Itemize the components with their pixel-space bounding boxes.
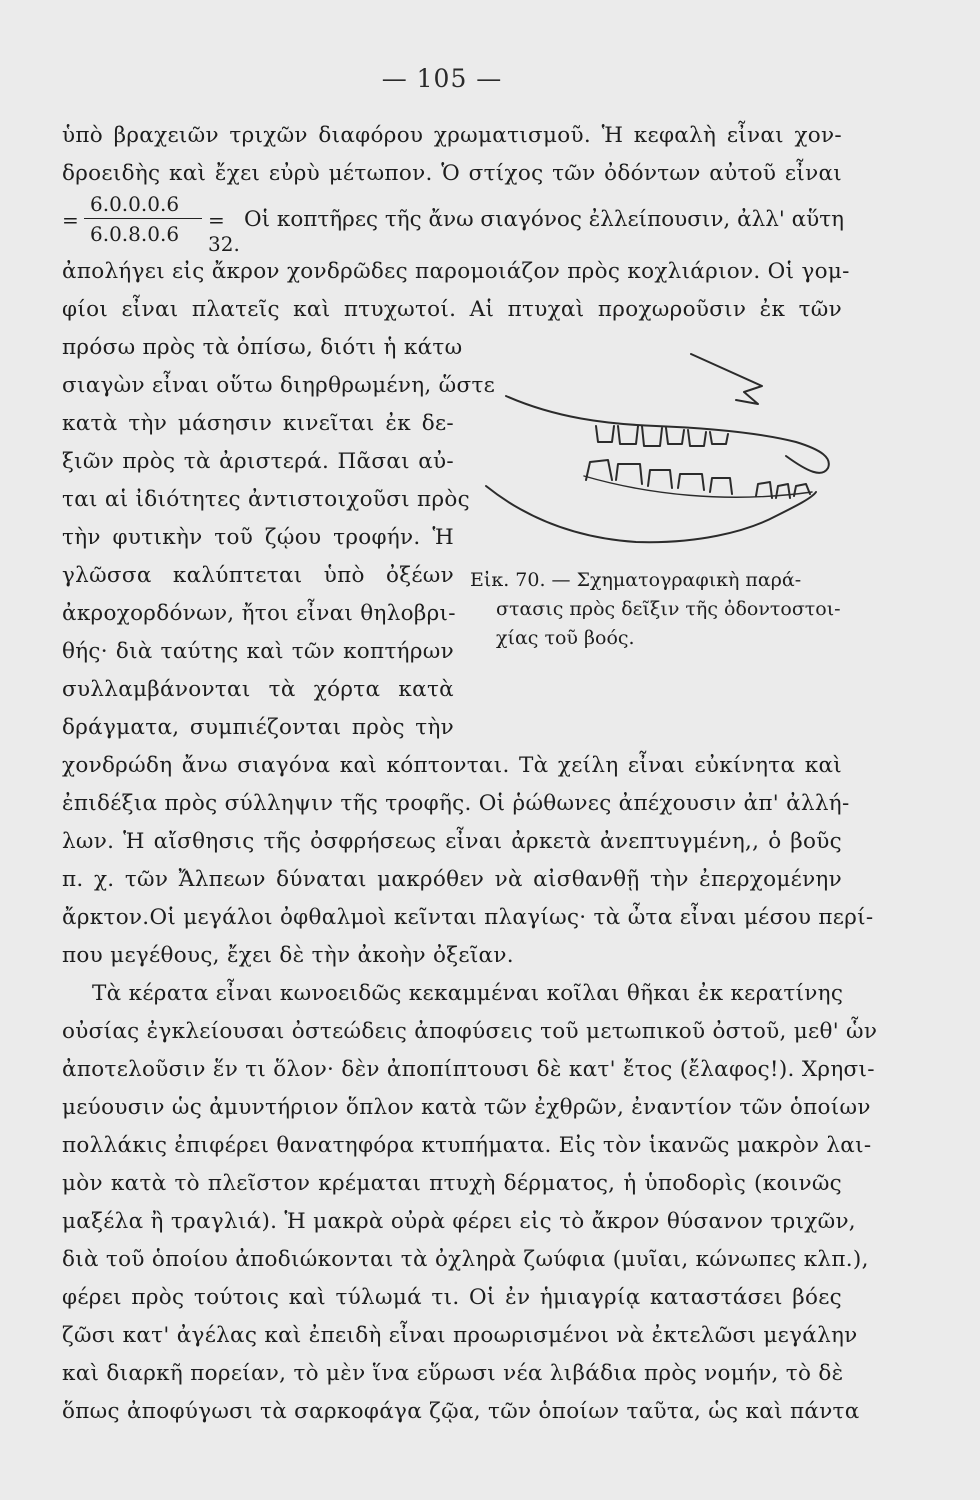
text-line: ται αἱ ἰδιότητες ἀντιστοιχοῦσι πρὸς (62, 487, 470, 512)
text-line: Οἱ κοπτῆρες τῆς ἄνω σιαγόνος ἐλλείπουσιν, ἀλλ' αὕτη (244, 207, 844, 232)
caption-line: χίας τοῦ βοός. (496, 627, 635, 649)
text-line: ὑπὸ βραχειῶν τριχῶν διαφόρου χρωματισμοῦ. Ἡ κεφαλὴ εἶναι χον- (62, 123, 842, 148)
caption-line: Εἰκ. 70. — Σχηματογραφικὴ παρά- (470, 569, 802, 591)
text-line: ἀποτελοῦσιν ἕν τι ὅλον· δὲν ἀποπίπτουσι δὲ κατ' ἔτος (ἔλαφος!). Χρησι- (62, 1057, 875, 1082)
text-line: ἀκροχορδόνων, ἤτοι εἶναι θηλοβρι- (62, 601, 456, 626)
text-line: οὐσίας ἐγκλείουσαι ὀστεώδεις ἀποφύσεις τοῦ μετωπικοῦ ὀστοῦ, μεθ' ὧν (62, 1019, 878, 1044)
text-line: μεύουσιν ὡς ἀμυντήριον ὅπλον κατὰ τῶν ἐχθρῶν, ἐναντίον τῶν ὁποίων (62, 1095, 871, 1120)
text-line: λων. Ἡ αἴσθησις τῆς ὀσφρήσεως εἶναι ἀρκετὰ ἀνεπτυγμένη,, ὁ βοῦς (62, 829, 842, 854)
text-line: ζῶσι κατ' ἀγέλας καὶ ἐπειδὴ εἶναι προωρισμένοι νὰ ἐκτελῶσι μεγάλην (62, 1323, 858, 1348)
text-line: σιαγὼν εἶναι οὕτω διηρθρωμένη, ὥστε (62, 373, 496, 398)
lower-teeth (586, 460, 810, 498)
text-line: που μεγέθους, ἔχει δὲ τὴν ἀκοὴν ὀξεῖαν. (62, 943, 514, 968)
formula-result: = 32. (208, 208, 240, 256)
text-line: φίοι εἶναι πλατεῖς καὶ πτυχωτοί. Αἱ πτυχαὶ προχωροῦσιν ἐκ τῶν (62, 297, 842, 322)
page-number: — 105 — (381, 64, 503, 93)
text-line: γλῶσσα καλύπτεται ὑπὸ ὀξέων (62, 563, 454, 588)
text-line: συλλαμβάνονται τὰ χόρτα κατὰ (62, 677, 454, 702)
text-line: δροειδὴς καὶ ἔχει εὐρὺ μέτωπον. Ὁ στίχος τῶν ὀδόντων αὐτοῦ εἶναι (62, 161, 842, 186)
text-line: ἀπολήγει εἰς ἄκρον χονδρῶδες παρομοιάζον πρὸς κοχλιάριον. Οἱ γομ- (62, 259, 850, 284)
formula-equals: = (62, 208, 79, 232)
text-line: κατὰ τὴν μάσησιν κινεῖται ἐκ δε- (62, 411, 454, 436)
text-line: πρόσω πρὸς τὰ ὀπίσω, διότι ἡ κάτω (62, 335, 463, 360)
lower-jaw-outline (486, 486, 816, 542)
formula-denominator: 6.0.8.0.6 (90, 222, 180, 246)
text-line: ξιῶν πρὸς τὰ ἀριστερά. Πᾶσαι αὐ- (62, 449, 454, 474)
skull-outline (691, 354, 762, 404)
text-line: Τὰ κέρατα εἶναι κωνοειδῶς κεκαμμέναι κοῖλαι θῆκαι ἐκ κερατίνης (92, 981, 844, 1006)
fraction-bar (84, 218, 202, 219)
formula-numerator: 6.0.0.0.6 (90, 192, 180, 216)
text-line: ἄρκτον.Οἱ μεγάλοι ὀφθαλμοὶ κεῖνται πλαγίως· τὰ ὦτα εἶναι μέσου περί- (62, 905, 874, 930)
text-line: φέρει πρὸς τούτοις καὶ τύλωμά τι. Οἱ ἐν ἡμιαγρίᾳ καταστάσει βόες (62, 1285, 842, 1310)
text-line: δράγματα, συμπιέζονται πρὸς τὴν (62, 715, 454, 740)
text-line: μαξέλα ἢ τραγλιά). Ἡ μακρὰ οὐρὰ φέρει εἰς τὸ ἄκρον θύσανον τριχῶν, (62, 1209, 856, 1234)
text-line: ἐπιδέξια πρὸς σύλληψιν τῆς τροφῆς. Οἱ ῥώθωνες ἀπέχουσιν ἀπ' ἀλλή- (62, 791, 850, 816)
text-line: ὅπως ἀποφύγωσι τὰ σαρκοφάγα ζῷα, τῶν ὁποίων ταῦτα, ὡς καὶ πάντα (62, 1399, 860, 1424)
text-line: διὰ τοῦ ὁποίου ἀποδιώκονται τὰ ὀχληρὰ ζωύφια (μυῖαι, κώνωπες κλπ.), (62, 1247, 869, 1272)
text-line: μὸν κατὰ τὸ πλεῖστον κρέμαται πτυχὴ δέρματος, ἡ ὑποδορὶς (κοινῶς (62, 1171, 842, 1196)
text-line: χονδρώδη ἄνω σιαγόνα καὶ κόπτονται. Τὰ χείλη εἶναι εὐκίνητα καὶ (62, 753, 842, 778)
text-line: θής· διὰ ταύτης καὶ τῶν κοπτήρων (62, 639, 454, 664)
ox-dentition-figure (466, 346, 846, 556)
dental-formula (62, 192, 247, 256)
text-line: π. χ. τῶν Ἄλπεων δύναται μακρόθεν νὰ αἰσθανθῇ τὴν ἐπερχομένην (62, 867, 842, 892)
caption-line: στασις πρὸς δεῖξιν τῆς ὀδοντοστοι- (496, 598, 841, 620)
text-line: πολλάκις ἐπιφέρει θανατηφόρα κτυπήματα. Εἰς τὸν ἱκανῶς μακρὸν λαι- (62, 1133, 872, 1158)
figure-caption (470, 566, 846, 653)
text-line: καὶ διαρκῆ πορείαν, τὸ μὲν ἵνα εὕρωσι νέα λιβάδια πρὸς νομήν, τὸ δὲ (62, 1361, 844, 1386)
text-line: τὴν φυτικὴν τοῦ ζῴου τροφήν. Ἡ (62, 525, 454, 550)
